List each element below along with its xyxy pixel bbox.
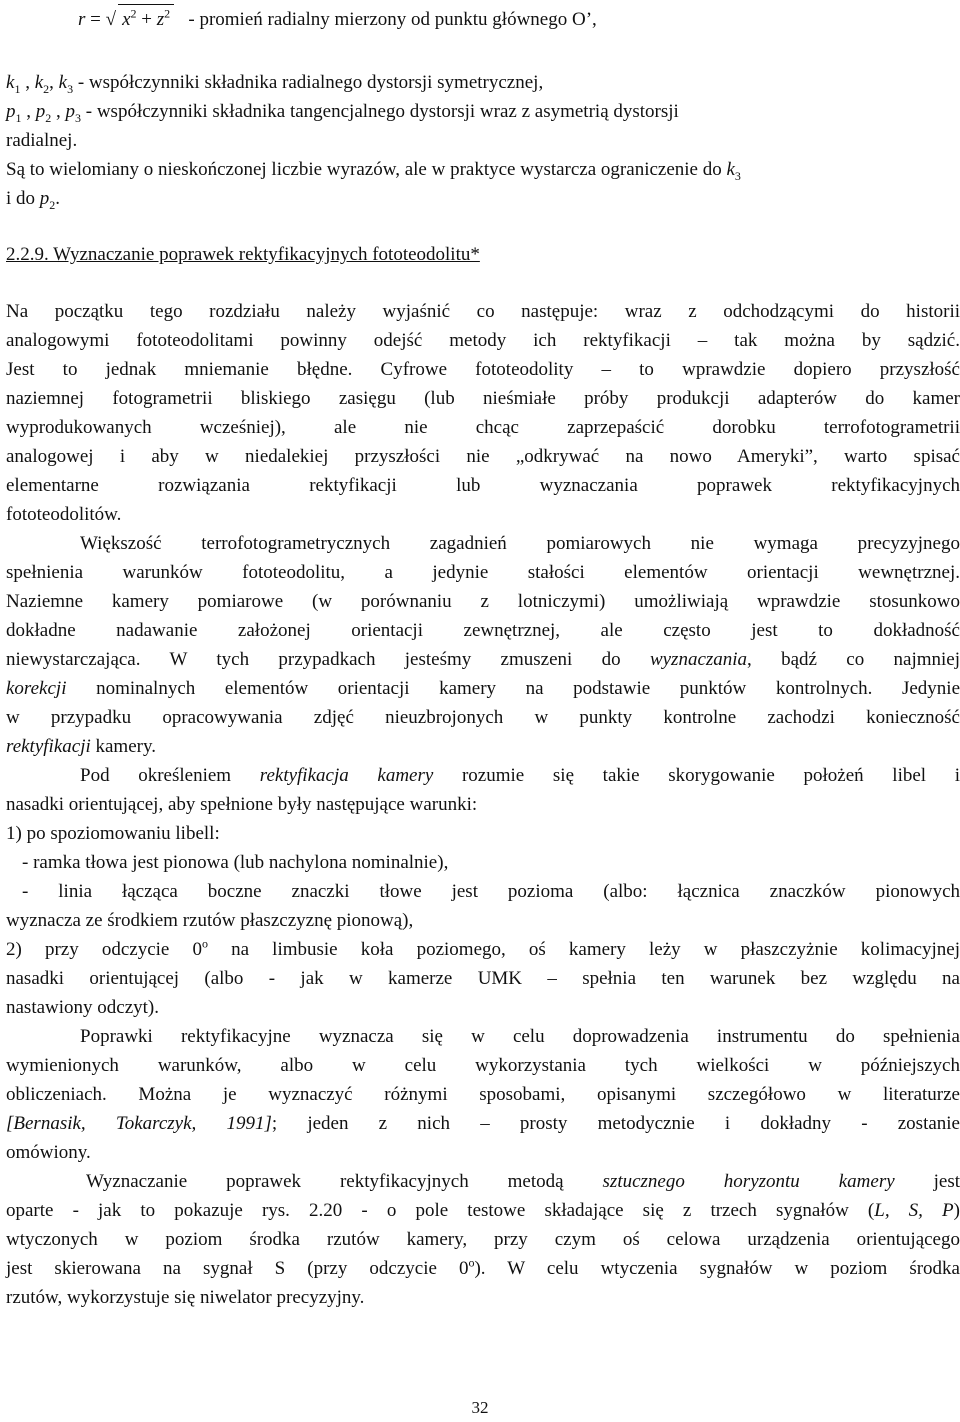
p1-line: wyprodukowanych wcześniej), ale nie chcąc zaprzepaścić dorobku terrofotogrametrii <box>6 417 960 438</box>
degree-mark: o <box>468 1255 475 1270</box>
p5-italic: L, S, P <box>874 1200 954 1221</box>
p3-line: nasadki orientującej (albo - jak w kamerze UMK – spełnia ten warunek bez względu na <box>6 968 960 989</box>
p-coefficients-line: $p_1$ , $p_2$ , $p_3$ - współczynniki składnika tangencjalnego dystorsji wraz z asymetrią dystorsji <box>6 101 679 125</box>
poly-k: k <box>726 159 735 180</box>
p5-text: Wyznaczanie poprawek rektyfikacyjnych metodą <box>86 1171 564 1192</box>
poly-period: . <box>55 188 61 209</box>
p2-text: niewystarczająca. W tych przypadkach jesteśmy zmuszeni do <box>6 649 621 670</box>
exp-z: 2 <box>164 6 171 21</box>
p5-line <box>6 1196 960 1225</box>
p-description: - współczynniki składnika tangencjalnego dystorsji wraz z asymetrią dystorsji <box>85 101 679 122</box>
k-coefficients-line: $k_1$ , $k_2$, $k_3$ - współczynniki składnika radialnego dystorsji symetrycznej, <box>6 72 544 96</box>
p2-text: kamery. <box>95 736 156 757</box>
p5-text: oparte - jak to pokazuje rys. 2.20 - o pole testowe składające się z trzech sygnałów ( <box>6 1200 875 1221</box>
p3-text: Pod określeniem <box>80 765 232 786</box>
p3-text: 2) przy odczycie 0 <box>6 939 202 960</box>
p1-line: naziemnej fotogrametrii bliskiego zasięgu (lub nieśmiałe próby produkcji adapterów do kamer <box>6 388 960 409</box>
p2-italic: wyznaczania <box>649 649 748 670</box>
p4-line: obliczeniach. Można je wyznaczyć różnymi sposobami, opisanymi szczegółowo w literaturze <box>6 1084 960 1105</box>
p3-line: wyznacza ze środkiem rzutów płaszczyznę pionową), <box>6 910 414 931</box>
p4-line <box>6 1109 960 1138</box>
p2-line: w przypadku opracowywania zdjęć nieuzbrojonych w punkty kontrolne zachodzi konieczność <box>6 707 960 728</box>
p2-line: spełnienia warunków fototeodolitu, a jedynie stałości elementów orientacji wewnętrznej. <box>6 562 960 583</box>
p4-text: ; jeden z nich – prosty metodycznie i dokładny - zostanie <box>271 1113 960 1134</box>
p3: p <box>65 101 75 122</box>
plus-sign: + <box>141 9 152 30</box>
p1-line: analogowymi fototeodolitami powinny odejść metody ich rektyfikacji – tak można by sądzić. <box>6 330 960 351</box>
p5-line <box>6 1254 960 1283</box>
poly-p: p <box>39 188 50 209</box>
p5-text: ) <box>953 1200 960 1221</box>
p2-line <box>6 645 960 674</box>
p3-line: - linia łącząca boczne znaczki tłowe jest pozioma (albo: łącznica znaczków pionowych <box>22 881 960 902</box>
p1-line: Jest to jednak mniemanie błędne. Cyfrowe fototeodolity – to wprawdzie dopiero przyszłość <box>6 359 960 380</box>
k2: k <box>34 72 44 93</box>
p1-sub: 1 <box>15 110 22 125</box>
k1-sub: 1 <box>14 81 21 96</box>
poly-p-sub: 2 <box>49 197 56 212</box>
degree-mark: o <box>201 936 208 951</box>
p3-line <box>6 935 960 964</box>
p3-line: nasadki orientującej, aby spełnione były następujące warunki: <box>6 794 478 815</box>
p1-line: fototeodolitów. <box>6 504 122 525</box>
radicand <box>118 4 174 34</box>
polynomial-note-2 <box>6 184 960 213</box>
p2-line <box>6 674 960 703</box>
p2-sub: 2 <box>45 110 52 125</box>
section-heading <box>6 240 960 269</box>
p1-line: elementarne rozwiązania rektyfikacji lub wyznaczania poprawek rektyfikacyjnych <box>6 475 960 496</box>
k3-sub: 3 <box>67 81 74 96</box>
p3-line: nastawiony odczyt). <box>6 997 160 1018</box>
p5-italic: sztucznego horyzontu kamery <box>602 1171 895 1192</box>
p3-line: - ramka tłowa jest pionowa (lub nachylona nominalnie), <box>22 852 449 873</box>
k1: k <box>6 72 15 93</box>
p1-line: analogowej i aby w niedalekiej przyszłości nie „odkrywać na nowo Ameryki”, warto spisać <box>6 446 960 467</box>
formula-description: - promień radialny mierzony od punktu głównego O’, <box>188 9 597 30</box>
p4-line: Poprawki rektyfikacyjne wyznacza się w celu doprowadzenia instrumentu do spełnienia <box>80 1026 960 1047</box>
k3: k <box>58 72 68 93</box>
exp-x: 2 <box>130 6 137 21</box>
sqrt-sign: √ <box>105 9 117 30</box>
radicand-z: z <box>156 9 165 30</box>
p2-text: , bądź co najmniej <box>747 649 960 670</box>
k-description: - współczynniki składnika radialnego dystorsji symetrycznej, <box>77 72 544 93</box>
p5-line <box>86 1167 960 1196</box>
p5-line: wtyczonych w poziom środka rzutów kamery, przy czym oś celowa urządzenia orientującego <box>6 1229 960 1250</box>
p2-line: dokładne nadawanie założonej orientacji zewnętrznej, ale często jest to dokładność <box>6 620 960 641</box>
section-title: 2.2.9. Wyznaczanie poprawek rektyfikacyjnych fototeodolitu* <box>6 244 480 265</box>
p2-italic: korekcji <box>6 678 67 699</box>
p4-citation: [Bernasik, Tokarczyk, 1991] <box>6 1113 272 1134</box>
k2-sub: 2 <box>43 81 50 96</box>
poly-text-2: i do <box>6 188 36 209</box>
p3-sub: 3 <box>75 110 81 125</box>
radicand-x: x <box>122 9 131 30</box>
p2-text: nominalnych elementów orientacji kamery na podstawie punktów kontrolnych. Jedynie <box>96 678 960 699</box>
p5-text: jest skierowana na sygnał S (przy odczycie 0 <box>6 1258 469 1279</box>
p1: p <box>6 101 16 122</box>
page-number: 32 <box>471 1398 489 1417</box>
p2: p <box>35 101 46 122</box>
radial-formula <box>78 4 597 34</box>
p2-italic: rektyfikacji <box>6 736 91 757</box>
p3-line <box>80 761 960 790</box>
p2-line <box>6 732 960 761</box>
formula-eq: = <box>90 9 101 30</box>
p2-line: Większość terrofotogrametrycznych zagadnień pomiarowych nie wymaga precyzyjnego <box>80 533 960 554</box>
p5-text: jest <box>933 1171 960 1192</box>
p3-italic: rektyfikacja kamery <box>259 765 434 786</box>
p1-line: Na początku tego rozdziału należy wyjaśnić co następuje: wraz z odchodzącymi do historii <box>6 301 960 322</box>
poly-text: Są to wielomiany o nieskończonej liczbie wyrazów, ale w praktyce wystarcza ograniczenie do <box>6 159 722 180</box>
p5-text: ). W celu wtyczenia sygnałów w poziom środka <box>474 1258 960 1279</box>
p-description-cont: radialnej. <box>6 130 78 151</box>
p3-line: 1) po spoziomowaniu libell: <box>6 823 220 844</box>
p2-line: Naziemne kamery pomiarowe (w porównaniu z lotniczymi) umożliwiają wprawdzie stosunkowo <box>6 591 960 612</box>
poly-k-sub: 3 <box>734 168 741 183</box>
formula-lhs: r <box>78 9 86 30</box>
p3-text: rozumie się takie skorygowanie położeń libel i <box>461 765 960 786</box>
p4-line: wymienionych warunków, albo w celu wykorzystania tych wielkości w późniejszych <box>6 1055 960 1076</box>
p3-text: na limbusie koła poziomego, oś kamery leży w płaszczyżnie kolimacyjnej <box>207 939 960 960</box>
p4-line: omówiony. <box>6 1142 91 1163</box>
p5-line: rzutów, wykorzystuje się niwelator precyzyjny. <box>6 1287 365 1308</box>
polynomial-note-1 <box>6 155 960 184</box>
